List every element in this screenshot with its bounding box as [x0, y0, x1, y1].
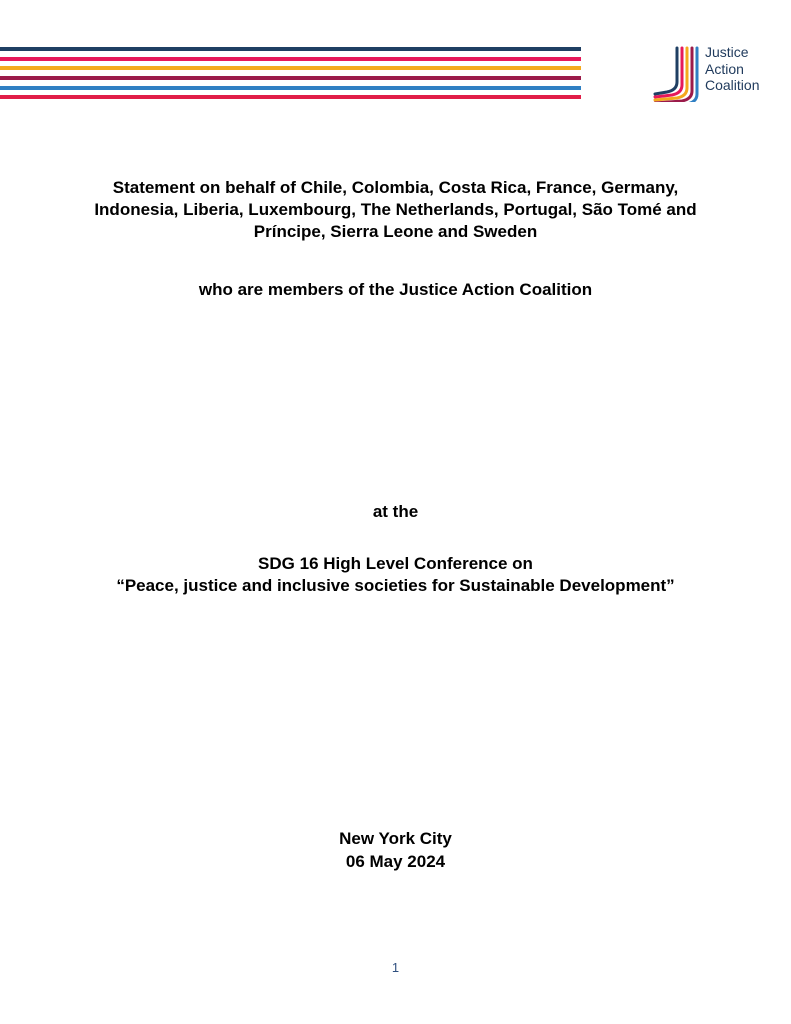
header-stripe: [0, 95, 581, 99]
header-stripe: [0, 66, 581, 70]
logo-line-coalition: Coalition: [705, 77, 760, 93]
header-stripe: [0, 57, 581, 61]
logo-line-justice: Justice: [705, 44, 749, 60]
statement-title: [60, 177, 731, 243]
logo-line-action: Action: [705, 60, 744, 77]
conference-name: SDG 16 High Level Conference on: [258, 554, 533, 573]
members-line: who are members of the Justice Action Coalition: [198, 280, 593, 299]
logo-stroke: [655, 48, 677, 94]
statement-line: Statement on behalf of Chile, Colombia, Costa Rica, France, Germany,: [112, 178, 679, 197]
conference-theme: “Peace, justice and inclusive societies for Sustainable Development”: [116, 576, 675, 595]
logo-text: [705, 44, 759, 94]
justice-action-coalition-logo: [653, 44, 783, 102]
header-stripes: [0, 44, 581, 102]
at-the-line: at the: [372, 502, 419, 521]
location-date: 06 May 2024: [345, 852, 446, 871]
statement-line: Indonesia, Liberia, Luxembourg, The Netherlands, Portugal, São Tomé and: [94, 200, 697, 219]
logo-mark-icon: [653, 44, 703, 102]
statement-line: Príncipe, Sierra Leone and Sweden: [253, 222, 538, 241]
location-city: New York City: [339, 829, 452, 848]
page-number: 1: [391, 960, 400, 975]
header-stripe: [0, 76, 581, 80]
header-stripe: [0, 86, 581, 90]
header-stripe: [0, 47, 581, 51]
